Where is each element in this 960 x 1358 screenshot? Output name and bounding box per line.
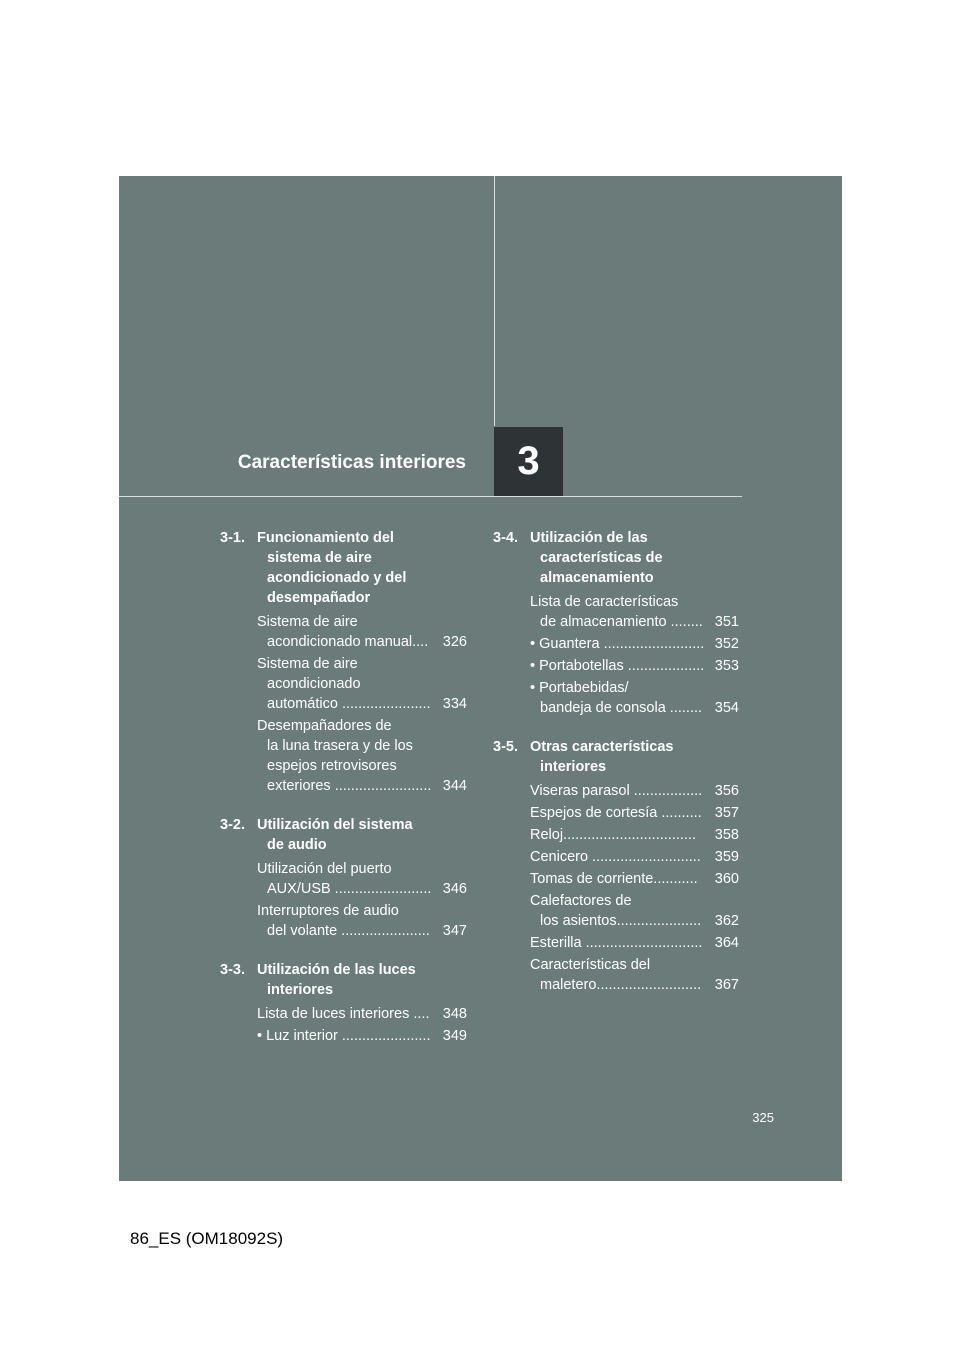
toc-entry[interactable] <box>257 1004 467 1024</box>
entry-page-number: 344 <box>442 778 467 794</box>
entry-text-line: espejos retrovisores <box>267 758 397 774</box>
entry-page-number: 349 <box>442 1028 467 1044</box>
toc-entry[interactable] <box>530 781 739 801</box>
toc-entry[interactable] <box>530 634 739 654</box>
entry-text-line: Viseras parasol ................. <box>530 783 703 799</box>
toc-entry[interactable] <box>257 1026 467 1046</box>
horizontal-divider <box>119 496 742 497</box>
section-number: 3-4. <box>493 530 518 546</box>
section-title-line: Utilización del sistema <box>257 817 413 833</box>
entry-text-line: Desempañadores de <box>257 718 392 734</box>
section-title <box>257 815 467 855</box>
toc-section <box>493 528 739 718</box>
entry-text-line: Espejos de cortesía .......... <box>530 805 702 821</box>
toc-entry[interactable] <box>530 825 739 845</box>
entry-text-line: Esterilla ............................. <box>530 935 703 951</box>
entry-page-number: 359 <box>714 849 739 865</box>
entry-text-line: Tomas de corriente........... <box>530 871 698 887</box>
section-heading[interactable] <box>493 737 739 777</box>
entry-text-line: Sistema de aire <box>257 656 358 672</box>
entry-text-line: automático ...................... <box>267 696 431 712</box>
entry-text-line: acondicionado <box>267 676 361 692</box>
entry-text-line: del volante ...................... <box>267 923 430 939</box>
toc-entry[interactable] <box>257 654 467 714</box>
entry-text-line: • Portabebidas/ <box>530 680 629 696</box>
entry-text-line: Utilización del puerto <box>257 861 392 877</box>
toc-entry[interactable] <box>530 891 739 931</box>
entry-page-number: 352 <box>714 636 739 652</box>
toc-column-left <box>220 528 467 1065</box>
toc-column-right <box>493 528 739 1014</box>
entry-text-line: Características del <box>530 957 651 973</box>
entry-page-number: 347 <box>442 923 467 939</box>
entry-page-number: 360 <box>714 871 739 887</box>
entry-text-line: exteriores ........................ <box>267 778 432 794</box>
entry-text-line: Reloj................................. <box>530 827 696 843</box>
entry-page-number: 354 <box>714 700 739 716</box>
toc-entry[interactable] <box>257 901 467 941</box>
section-title-line: Funcionamiento del <box>257 530 394 546</box>
entry-page-number: 353 <box>714 658 739 674</box>
section-heading[interactable] <box>220 528 467 608</box>
toc-entry[interactable] <box>530 933 739 953</box>
toc-section <box>493 737 739 995</box>
toc-entry[interactable] <box>530 592 739 632</box>
entry-text-line: Interruptores de audio <box>257 903 399 919</box>
toc-section <box>220 960 467 1046</box>
section-title-line: Utilización de las <box>530 530 648 546</box>
section-heading[interactable] <box>220 815 467 855</box>
toc-entry[interactable] <box>257 859 467 899</box>
entry-text-line: Cenicero ........................... <box>530 849 701 865</box>
section-heading[interactable] <box>493 528 739 588</box>
chapter-title: Características interiores <box>237 452 466 473</box>
entry-page-number: 346 <box>442 881 467 897</box>
entry-text-line: Lista de características <box>530 594 679 610</box>
section-number: 3-3. <box>220 962 245 978</box>
section-title-line: características de <box>540 550 663 566</box>
toc-entry[interactable] <box>530 656 739 676</box>
toc-section <box>220 528 467 796</box>
entry-text-line: bandeja de consola ........ <box>540 700 703 716</box>
document-code: 86_ES (OM18092S) <box>130 1229 284 1248</box>
section-title-line: almacenamiento <box>540 570 654 586</box>
section-title-line: Otras características <box>530 739 674 755</box>
entry-page-number: 362 <box>714 913 739 929</box>
entry-page-number: 334 <box>442 696 467 712</box>
toc-entry[interactable] <box>530 678 739 718</box>
section-title <box>530 737 739 777</box>
entry-text-line: • Guantera ......................... <box>530 636 705 652</box>
entry-page-number: 356 <box>714 783 739 799</box>
entry-text-line: los asientos..................... <box>540 913 702 929</box>
section-heading[interactable] <box>220 960 467 1000</box>
vertical-divider <box>494 176 495 426</box>
entry-page-number: 357 <box>714 805 739 821</box>
toc-entry[interactable] <box>257 612 467 652</box>
entry-page-number: 364 <box>714 935 739 951</box>
chapter-number-box <box>494 427 563 496</box>
section-title-line: interiores <box>540 759 607 775</box>
entry-page-number: 351 <box>714 614 739 630</box>
entry-text-line: de almacenamiento ........ <box>540 614 703 630</box>
toc-entry[interactable] <box>530 955 739 995</box>
toc-entry[interactable] <box>530 803 739 823</box>
section-number: 3-5. <box>493 739 518 755</box>
toc-entry[interactable] <box>530 869 739 889</box>
section-number: 3-1. <box>220 530 245 546</box>
section-number: 3-2. <box>220 817 245 833</box>
entry-text-line: Calefactores de <box>530 893 632 909</box>
entry-text-line: • Luz interior ...................... <box>257 1028 431 1044</box>
section-title-line: sistema de aire <box>267 550 372 566</box>
entry-text-line: maletero.......................... <box>540 977 702 993</box>
section-title-line: desempañador <box>267 590 371 606</box>
section-title-line: acondicionado y del <box>267 570 407 586</box>
entry-text-line: Lista de luces interiores .... <box>257 1006 430 1022</box>
chapter-panel <box>119 176 842 1181</box>
entry-page-number: 348 <box>442 1006 467 1022</box>
entry-page-number: 358 <box>714 827 739 843</box>
toc-section <box>220 815 467 941</box>
entry-page-number: 367 <box>714 977 739 993</box>
entry-text-line: Sistema de aire <box>257 614 358 630</box>
section-title-line: interiores <box>267 982 334 998</box>
page-number: 325 <box>752 1110 774 1125</box>
chapter-number: 3 <box>517 439 540 483</box>
section-title-line: de audio <box>267 837 327 853</box>
entry-text-line: AUX/USB ........................ <box>267 881 432 897</box>
entry-page-number: 326 <box>442 634 467 650</box>
section-title <box>530 528 739 588</box>
toc-entry[interactable] <box>257 716 467 796</box>
section-title <box>257 960 467 1000</box>
section-title <box>257 528 467 608</box>
section-title-line: Utilización de las luces <box>257 962 416 978</box>
entry-text-line: la luna trasera y de los <box>267 738 413 754</box>
entry-text-line: acondicionado manual.... <box>267 634 429 650</box>
entry-text-line: • Portabotellas ................... <box>530 658 705 674</box>
toc-entry[interactable] <box>530 847 739 867</box>
